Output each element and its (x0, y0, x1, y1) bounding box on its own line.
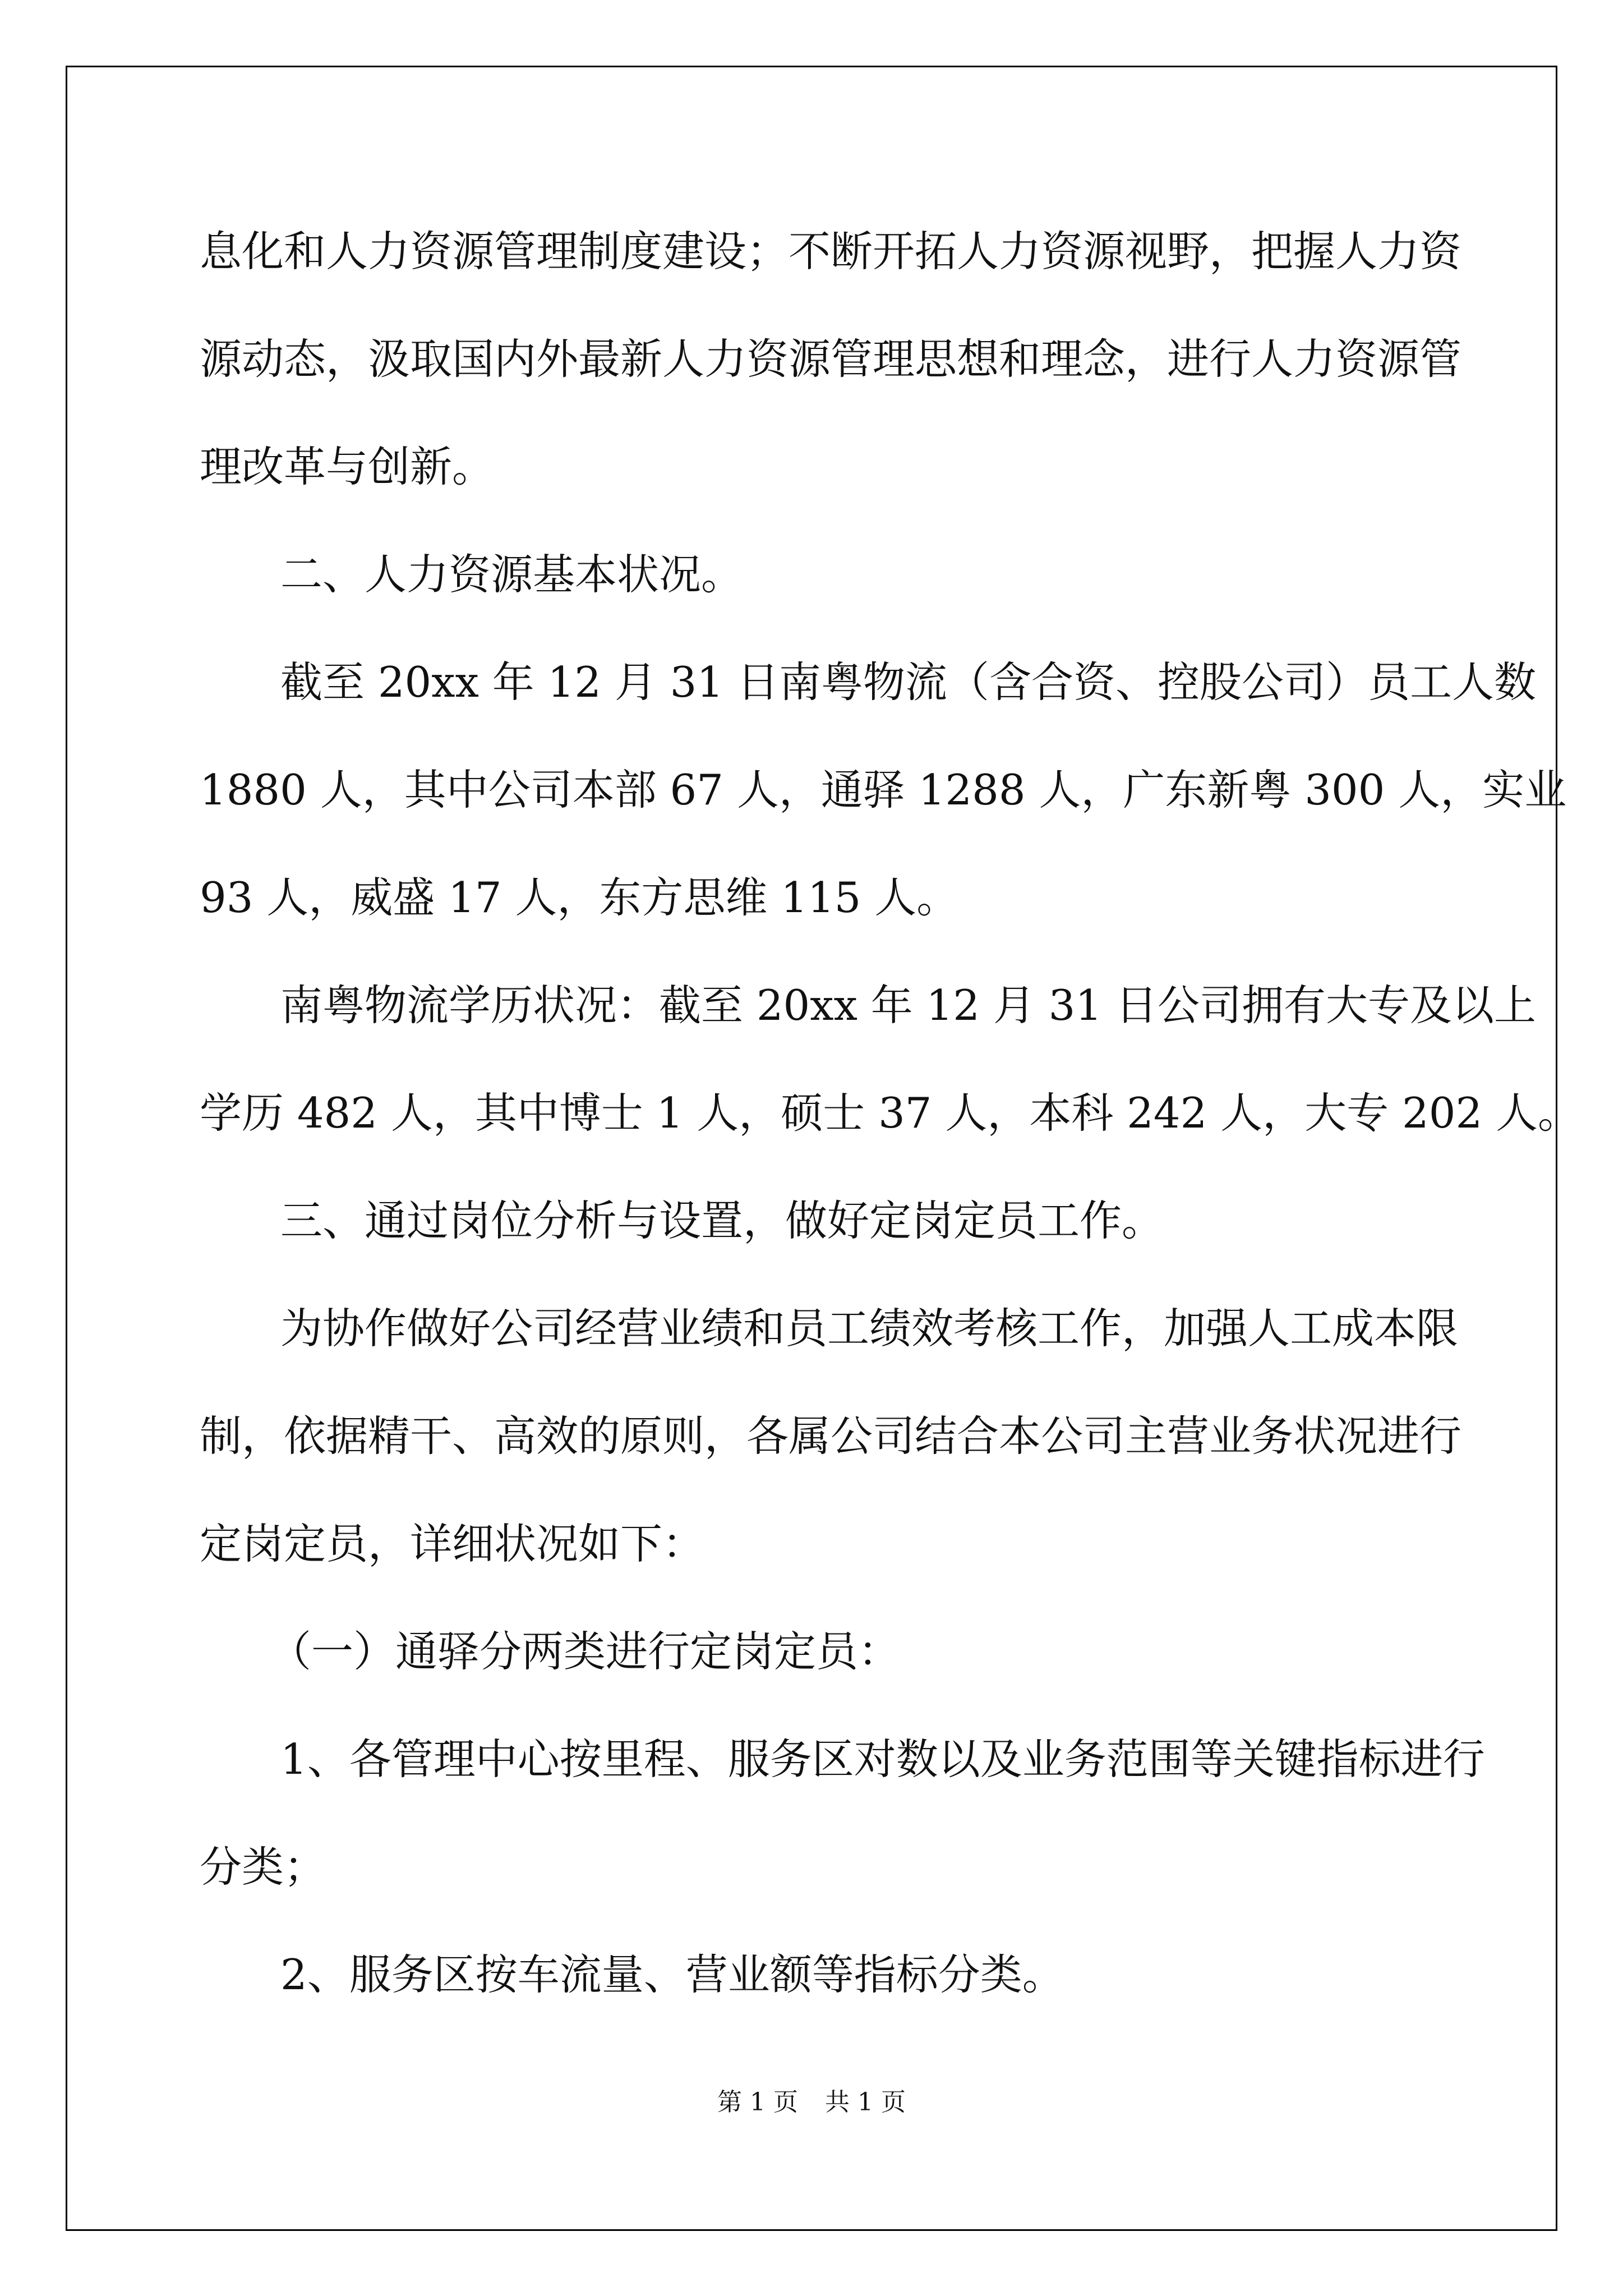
page-number: 第 1 页 (717, 2088, 798, 2116)
text-line: 息化和人力资源管理制度建设；不断开拓人力资源视野，把握人力资 (200, 227, 1462, 276)
page-total: 共 1 页 (825, 2088, 906, 2116)
text-line: 分类； (200, 1842, 326, 1892)
text-line: 截至 20xx 年 12 月 31 日南粤物流（含合资、控股公司）员工人数 (280, 657, 1536, 707)
section-heading: 三、通过岗位分析与设置，做好定岗定员工作。 (280, 1196, 1164, 1245)
list-item: 1、各管理中心按里程、服务区对数以及业务范围等关键指标进行 (280, 1734, 1485, 1784)
text-line: 为协作做好公司经营业绩和员工绩效考核工作，加强人工成本限 (280, 1304, 1459, 1353)
text-line: 理改革与创新。 (200, 442, 495, 491)
text-line: 南粤物流学历状况：截至 20xx 年 12 月 31 日公司拥有大专及以上 (280, 981, 1536, 1030)
text-line: 制，依据精干、高效的原则，各属公司结合本公司主营业务状况进行 (200, 1411, 1462, 1461)
text-line: 1880 人，其中公司本部 67 人，通驿 1288 人，广东新粤 300 人，实业 (200, 765, 1567, 815)
text-line: 学历 482 人，其中博士 1 人，硕士 37 人，本科 242 人，大专 202 人。 (200, 1088, 1580, 1138)
subsection-heading: （一）通驿分两类进行定岗定员： (269, 1627, 901, 1676)
section-heading: 二、人力资源基本状况。 (280, 550, 744, 599)
page-border (66, 66, 1557, 2231)
text-line: 源动态，汲取国内外最新人力资源管理思想和理念，进行人力资源管 (200, 334, 1462, 384)
text-line: 93 人，威盛 17 人，东方思维 115 人。 (200, 873, 959, 922)
page-footer (0, 2086, 1623, 2119)
text-line: 定岗定员，详细状况如下： (200, 1519, 705, 1568)
list-item: 2、服务区按车流量、营业额等指标分类。 (280, 1950, 1064, 1999)
